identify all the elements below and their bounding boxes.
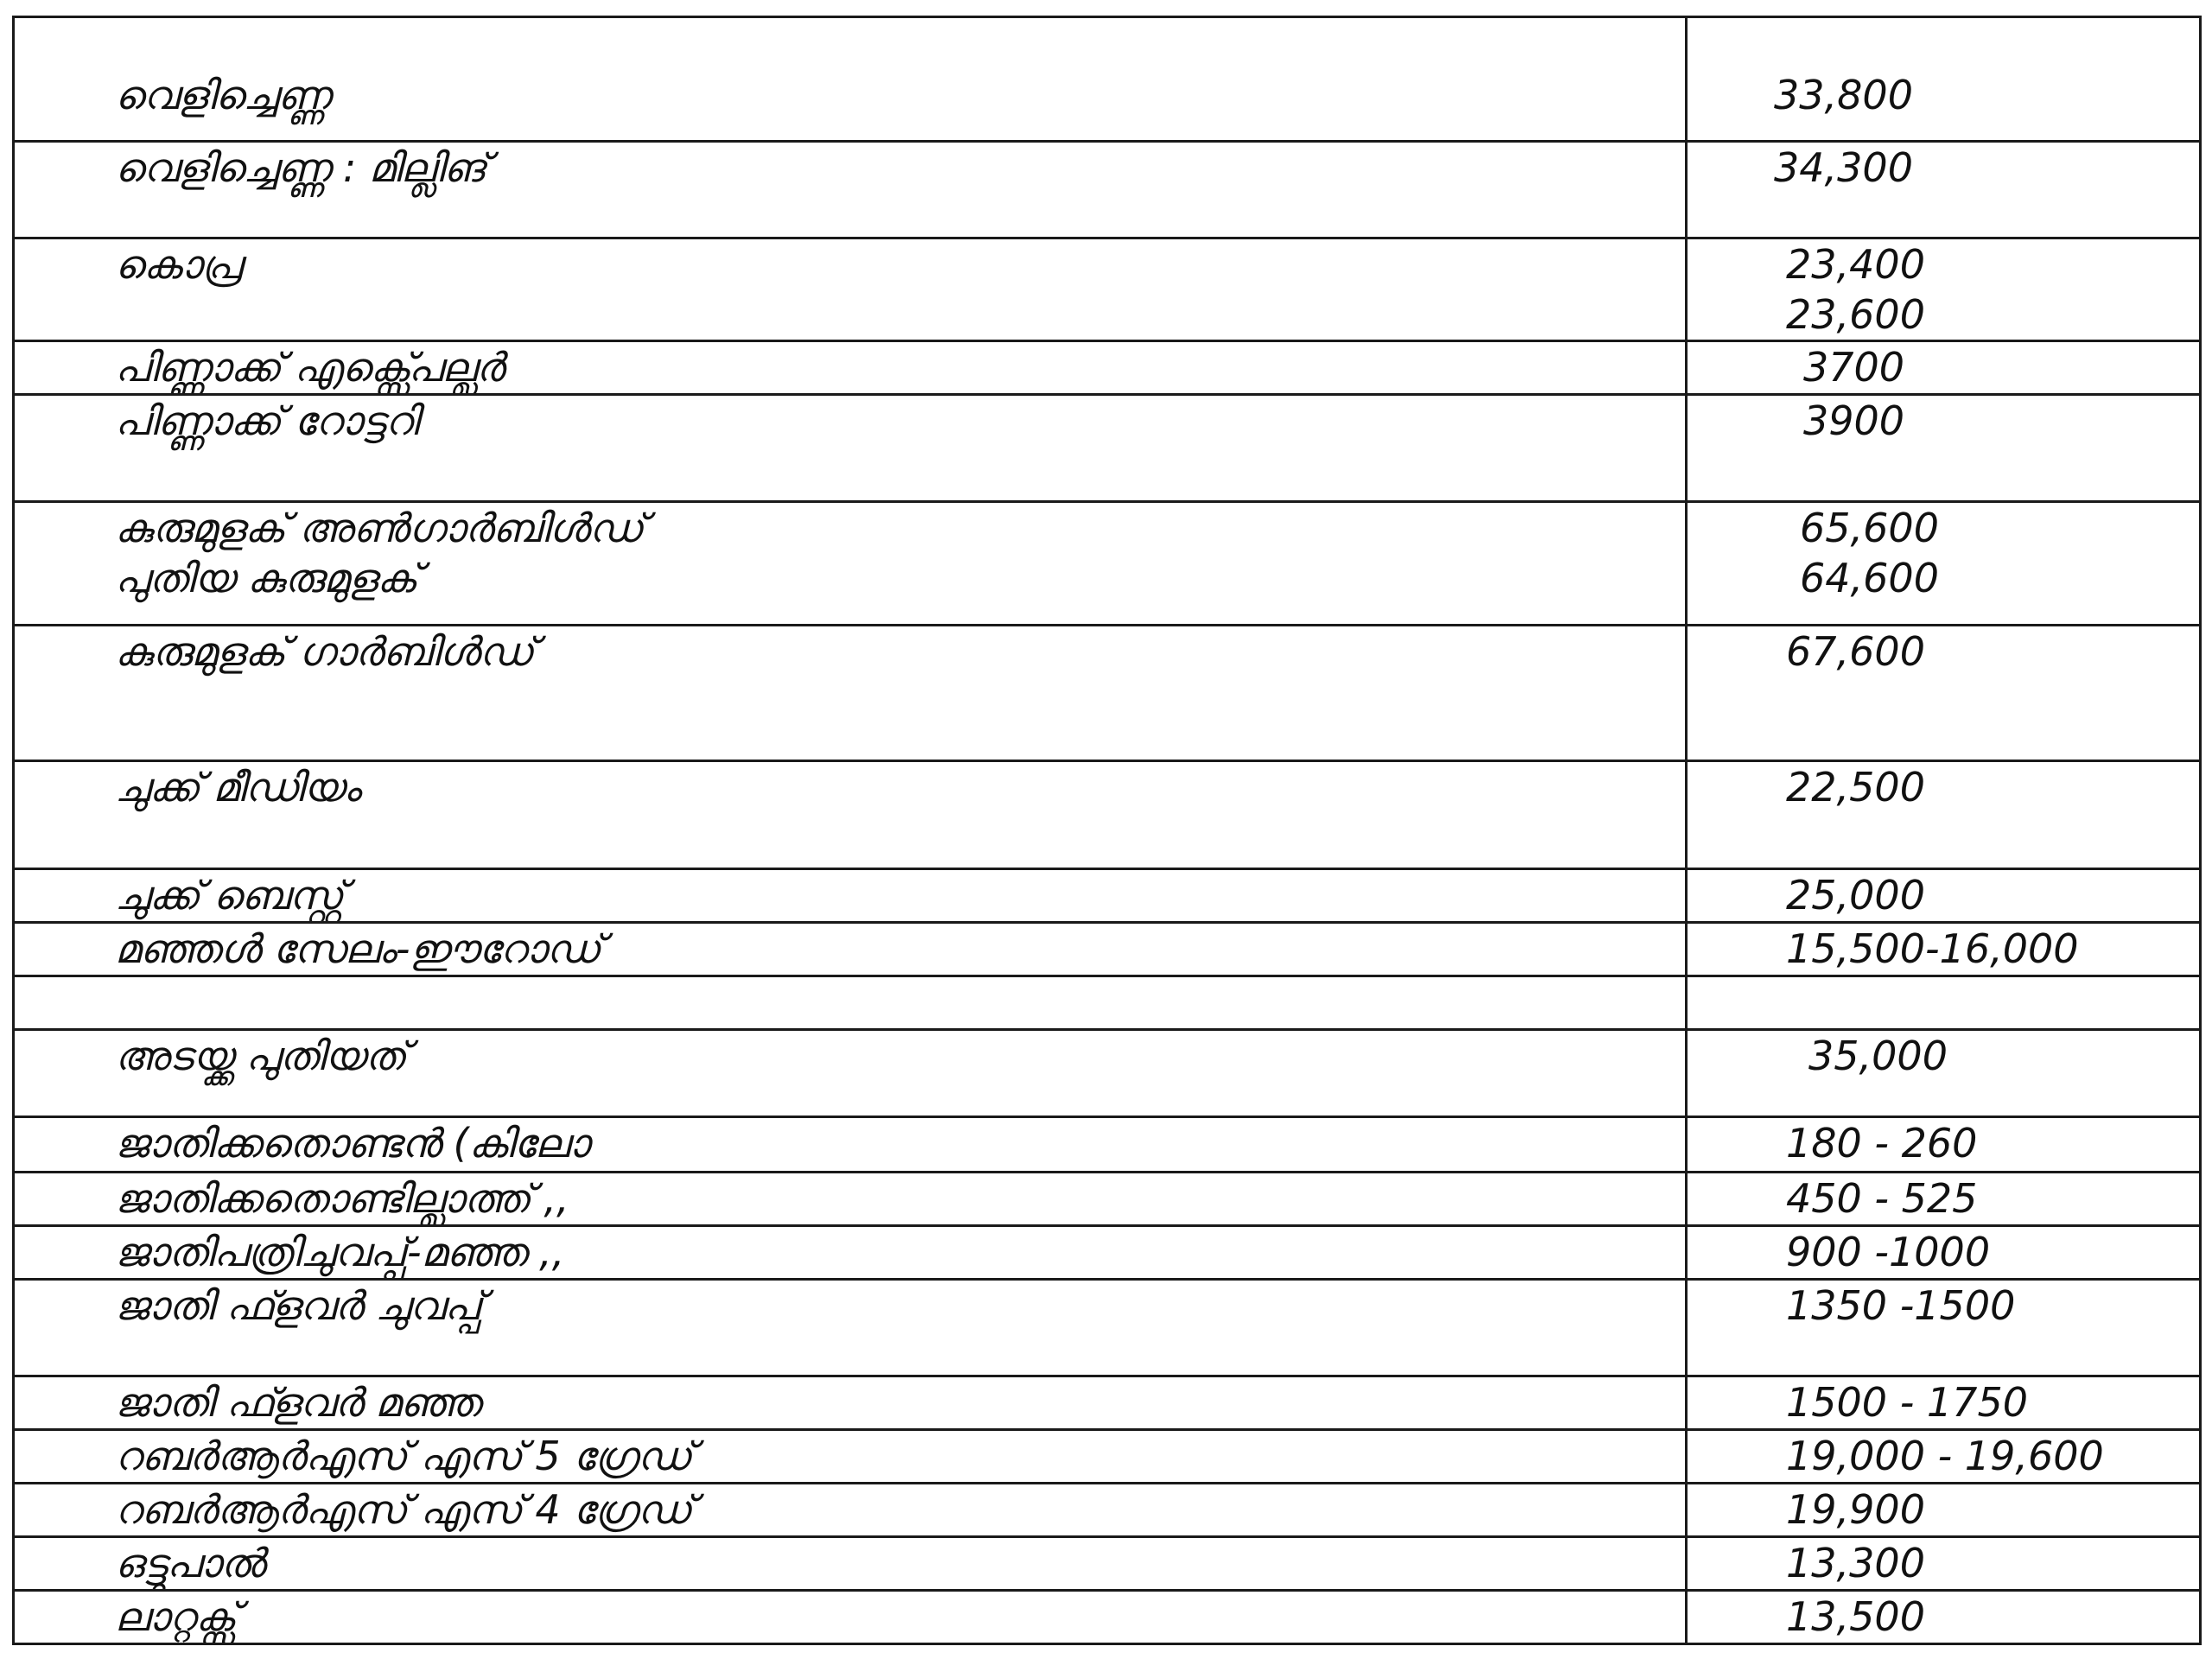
price-value: 13,300 bbox=[1786, 1540, 1925, 1586]
commodity-name-cell bbox=[14, 395, 1687, 502]
price-cell bbox=[1687, 341, 2201, 395]
commodity-name-cell bbox=[14, 341, 1687, 395]
price-cell bbox=[1687, 238, 2201, 341]
price-value: 15,500-16,000 bbox=[1786, 925, 2079, 972]
commodity-name: ചുക്ക് മീഡിയം bbox=[115, 764, 361, 810]
commodity-name: മഞ്ഞൾ സേലം-ഈറോഡ് bbox=[115, 925, 601, 972]
table-row bbox=[14, 1030, 2201, 1117]
commodity-name-cell bbox=[14, 502, 1687, 626]
price-value: 34,300 bbox=[1774, 144, 1913, 191]
table-row bbox=[14, 1376, 2201, 1430]
price-value: 450 - 525 bbox=[1786, 1175, 1978, 1222]
table-row bbox=[14, 1226, 2201, 1280]
table-row bbox=[14, 761, 2201, 869]
commodity-name-cell bbox=[14, 1430, 1687, 1484]
commodity-name: വെളിച്ചെണ്ണ : മില്ലിങ് bbox=[115, 144, 487, 191]
commodity-name: ജാതിപത്രിചുവപ്പ്-മഞ്ഞ ,, bbox=[115, 1229, 565, 1275]
commodity-name-cell bbox=[14, 1226, 1687, 1280]
commodity-name: അടയ്ക്ക പുതിയത് bbox=[115, 1033, 407, 1079]
table-row bbox=[14, 395, 2201, 502]
price-cell bbox=[1687, 923, 2201, 976]
price-value: 23,400 bbox=[1786, 241, 1925, 288]
price-cell bbox=[1687, 976, 2201, 1030]
commodity-name: ജാതി ഫ്ളവർ ചുവപ്പ് bbox=[115, 1282, 482, 1329]
price-cell bbox=[1687, 502, 2201, 626]
price-value: 23,600 bbox=[1786, 291, 1925, 338]
commodity-name: റബർആർഎസ് എസ് 5 ഗ്രേഡ് bbox=[115, 1433, 693, 1479]
price-cell bbox=[1687, 1430, 2201, 1484]
commodity-name-cell bbox=[14, 1173, 1687, 1226]
price-value: 1500 - 1750 bbox=[1786, 1379, 2028, 1426]
price-cell bbox=[1687, 1280, 2201, 1376]
commodity-name-cell bbox=[14, 1484, 1687, 1537]
price-cell bbox=[1687, 626, 2201, 761]
price-cell bbox=[1687, 1376, 2201, 1430]
price-value: 1350 -1500 bbox=[1786, 1282, 2016, 1329]
table-row bbox=[14, 1484, 2201, 1537]
commodity-name: ചുക്ക് ബെസ്റ്റ് bbox=[115, 872, 344, 918]
commodity-name-cell bbox=[14, 976, 1687, 1030]
commodity-name-cell bbox=[14, 238, 1687, 341]
price-cell bbox=[1687, 761, 2201, 869]
commodity-name: കുരുമുളക് ഗാർബിൾഡ് bbox=[115, 628, 535, 675]
commodity-name-cell bbox=[14, 1591, 1687, 1644]
commodity-name-cell bbox=[14, 1117, 1687, 1173]
price-value: 19,000 - 19,600 bbox=[1786, 1433, 2104, 1479]
commodity-name: ലാറ്റക്സ് bbox=[115, 1593, 238, 1640]
price-cell bbox=[1687, 1484, 2201, 1537]
commodity-name-cell bbox=[14, 626, 1687, 761]
table-row bbox=[14, 923, 2201, 976]
commodity-name: ഒട്ടുപാൽ bbox=[115, 1540, 265, 1586]
commodity-name: കുരുമുളക് അൺഗാർബിൾഡ് bbox=[115, 505, 645, 551]
table-row bbox=[14, 502, 2201, 626]
price-value: 900 -1000 bbox=[1786, 1229, 1991, 1275]
price-value: 65,600 bbox=[1800, 505, 1939, 551]
table-row bbox=[14, 1280, 2201, 1376]
price-value: 33,800 bbox=[1774, 72, 1913, 118]
table-row bbox=[14, 341, 2201, 395]
table-row bbox=[14, 869, 2201, 923]
table-row bbox=[14, 1173, 2201, 1226]
table-row bbox=[14, 1117, 2201, 1173]
commodity-name: പിണ്ണാക്ക് എക്സ്പെല്ലർ bbox=[115, 344, 505, 391]
commodity-name-cell bbox=[14, 17, 1687, 142]
table-row bbox=[14, 976, 2201, 1030]
table-row bbox=[14, 1430, 2201, 1484]
price-cell bbox=[1687, 1030, 2201, 1117]
table-row bbox=[14, 1591, 2201, 1644]
price-cell bbox=[1687, 1173, 2201, 1226]
price-value: 19,900 bbox=[1786, 1486, 1925, 1533]
table-row bbox=[14, 142, 2201, 238]
price-cell bbox=[1687, 1591, 2201, 1644]
commodity-name-cell bbox=[14, 1030, 1687, 1117]
commodity-name-cell bbox=[14, 761, 1687, 869]
commodity-name: പുതിയ കുരുമുളക് bbox=[115, 555, 419, 601]
commodity-name: ജാതി ഫ്ളവർ മഞ്ഞ bbox=[115, 1379, 481, 1426]
price-value: 3700 bbox=[1803, 344, 1905, 391]
price-cell bbox=[1687, 1537, 2201, 1591]
price-value: 3900 bbox=[1803, 397, 1905, 444]
price-cell bbox=[1687, 395, 2201, 502]
commodity-name-cell bbox=[14, 142, 1687, 238]
price-cell bbox=[1687, 17, 2201, 142]
price-cell bbox=[1687, 869, 2201, 923]
commodity-name: വെളിച്ചെണ്ണ bbox=[115, 72, 331, 118]
price-value: 25,000 bbox=[1786, 872, 1925, 918]
price-value: 180 - 260 bbox=[1786, 1120, 1978, 1166]
table-row bbox=[14, 17, 2201, 142]
price-value: 13,500 bbox=[1786, 1593, 1925, 1640]
price-value: 64,600 bbox=[1800, 555, 1939, 601]
commodity-name: കൊപ്ര bbox=[115, 241, 242, 288]
commodity-name-cell bbox=[14, 923, 1687, 976]
commodity-name: പിണ്ണാക്ക് റോട്ടറി bbox=[115, 397, 419, 444]
price-value: 35,000 bbox=[1808, 1033, 1948, 1079]
commodity-name-cell bbox=[14, 1537, 1687, 1591]
price-cell bbox=[1687, 1117, 2201, 1173]
commodity-name-cell bbox=[14, 1376, 1687, 1430]
commodity-name-cell bbox=[14, 869, 1687, 923]
commodity-name-cell bbox=[14, 1280, 1687, 1376]
price-table-body bbox=[14, 17, 2201, 1644]
price-value: 22,500 bbox=[1786, 764, 1925, 810]
table-row bbox=[14, 626, 2201, 761]
price-cell bbox=[1687, 1226, 2201, 1280]
commodity-name: ജാതിക്കതൊണ്ടൻ (കിലോ bbox=[115, 1120, 589, 1166]
table-row bbox=[14, 1537, 2201, 1591]
table-row bbox=[14, 238, 2201, 341]
commodity-name: ജാതിക്കതൊണ്ടില്ലാത്ത് ,, bbox=[115, 1175, 569, 1222]
price-cell bbox=[1687, 142, 2201, 238]
commodity-name: റബർആർഎസ് എസ് 4 ഗ്രേഡ് bbox=[115, 1486, 693, 1533]
price-value: 67,600 bbox=[1786, 628, 1925, 675]
commodity-price-table bbox=[12, 16, 2202, 1645]
